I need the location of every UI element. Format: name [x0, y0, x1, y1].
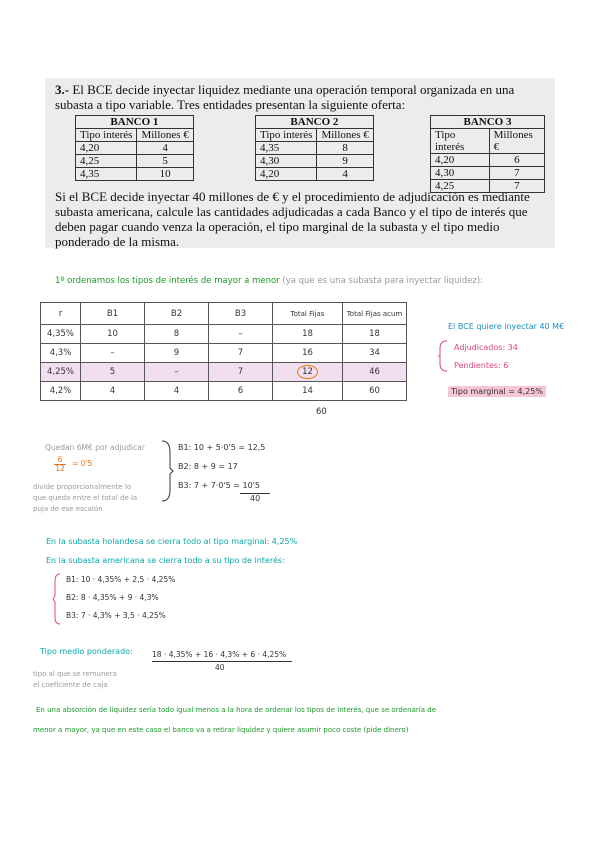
rate-cell: 4,20: [431, 154, 490, 167]
table-header: Total Fijas: [273, 303, 343, 325]
fraction-bar: [152, 661, 292, 662]
table-cell: –: [81, 344, 145, 363]
table-header: r: [41, 303, 81, 325]
col-header: Millones €: [137, 129, 193, 142]
divide-note-line: puja de ese escalón: [33, 505, 103, 513]
table-cell: 7: [209, 344, 273, 363]
american-b1: B1: 10 · 4,35% + 2,5 · 4,25%: [66, 575, 176, 584]
table-cell: –: [209, 325, 273, 344]
amount-cell: 4: [137, 142, 193, 155]
remaining-note: Quedan 6M€ por adjudicar: [45, 443, 145, 452]
table-cell: 14: [273, 382, 343, 401]
amount-cell: 10: [137, 168, 193, 181]
table-row: [41, 325, 407, 344]
marginal-rate-note: [448, 387, 546, 396]
reserve-note: [33, 669, 117, 691]
rate-cell: 4,35: [256, 142, 317, 155]
table-cell: 4,2%: [41, 382, 81, 401]
divide-note-line: que queda entre el total de la: [33, 494, 138, 502]
bank-1-table: [75, 115, 194, 181]
marginal-rate-highlight: Tipo marginal = 4,25%: [448, 386, 546, 397]
amount-cell: 8: [317, 142, 373, 155]
weighted-rate-label: Tipo medio ponderado:: [40, 647, 133, 656]
step-1-note: [55, 276, 483, 286]
brace-icon: [437, 340, 449, 372]
col-header: Millones €: [317, 129, 373, 142]
banks-tables: [55, 115, 545, 192]
bank-name: BANCO 2: [256, 116, 374, 129]
amount-cell: 4: [317, 168, 373, 181]
brace-icon: [160, 440, 174, 502]
fraction-numerator: 6: [57, 455, 63, 464]
adjudicated-note: Adjudicados: 34: [454, 343, 518, 352]
amount-cell: 7: [489, 167, 544, 180]
dutch-auction-note: En la subasta holandesa se cierra todo al tipo marginal: 4,25%: [46, 537, 298, 546]
b2-allocation: B2: 8 + 9 = 17: [178, 462, 238, 471]
table-cell: 18: [273, 325, 343, 344]
american-auction-note: En la subasta americana se cierra todo a su tipo de interés:: [46, 556, 285, 565]
amount-cell: 6: [489, 154, 544, 167]
amount-cell: 7: [489, 180, 544, 193]
table-cell: 46: [343, 363, 407, 382]
rate-cell: 4,25: [431, 180, 490, 193]
col-header: Tipo interés: [76, 129, 137, 142]
table-cell: [273, 363, 343, 382]
weighted-rate-formula: 18 · 4,35% + 16 · 4,3% + 6 · 4,25%: [152, 650, 287, 659]
table-cell: 6: [209, 382, 273, 401]
table-cell: 18: [343, 325, 407, 344]
exercise-number: 3.-: [55, 82, 70, 97]
table-header: B1: [81, 303, 145, 325]
table-cell: 8: [145, 325, 209, 344]
rate-cell: 4,30: [431, 167, 490, 180]
divide-note: [33, 482, 137, 515]
table-cell: 4,3%: [41, 344, 81, 363]
b1-allocation: B1: 10 + 5·0'5 = 12,5: [178, 443, 266, 452]
fraction: [54, 456, 66, 473]
step-1-text: 1º ordenamos los tipos de interés de mayor a menor: [55, 276, 280, 286]
reserve-note-line: tipo al que se remunera: [33, 670, 117, 678]
fraction-denominator: 12: [55, 464, 65, 473]
absorption-note-line-2: menor a mayor, ya que en este caso el banco va a retirar liquidez y quiere asumir poco coste (pide dinero): [33, 726, 409, 734]
american-b3: B3: 7 · 4,3% + 3,5 · 4,25%: [66, 611, 166, 620]
table-cell: –: [145, 363, 209, 382]
rate-cell: 4,20: [76, 142, 137, 155]
divide-note-line: divide proporcionalmente lo: [33, 483, 132, 491]
bank-3-table: [430, 115, 545, 193]
b3-allocation: B3: 7 + 7·0'5 = 10'5: [178, 481, 260, 490]
sum-total: 40: [250, 494, 261, 503]
rate-cell: 4,25: [76, 155, 137, 168]
exercise-title: El BCE decide inyectar liquidez mediante una operación temporal organizada en una subasta a tipo variable. Tres entidades presentan la siguiente oferta:: [55, 82, 515, 112]
bank-2-table: [255, 115, 374, 181]
circled-value: 12: [297, 365, 318, 379]
table-cell: 60: [343, 382, 407, 401]
rate-cell: 4,35: [76, 168, 137, 181]
absorption-note-line-1: En una absorción de liquidez sería todo igual menos a la hora de ordenar los tipos de interés, que se ordenaría de: [36, 706, 436, 714]
exercise-statement: [55, 82, 545, 112]
table-cell: 4,25%: [41, 363, 81, 382]
table-cell: 16: [273, 344, 343, 363]
exercise-block: [45, 78, 555, 248]
american-b2: B2: 8 · 4,35% + 9 · 4,3%: [66, 593, 159, 602]
amount-cell: 9: [317, 155, 373, 168]
table-row: [41, 344, 407, 363]
table-total: 60: [316, 407, 327, 417]
table-cell: 4,35%: [41, 325, 81, 344]
col-header: Millones €: [489, 129, 544, 154]
table-header: B2: [145, 303, 209, 325]
table-cell: 7: [209, 363, 273, 382]
table-cell: 34: [343, 344, 407, 363]
table-cell: 4: [145, 382, 209, 401]
weighted-rate-denominator: 40: [215, 663, 225, 672]
bce-wants-note: El BCE quiere inyectar 40 M€: [448, 322, 565, 331]
col-header: Tipo interés: [431, 129, 490, 154]
exercise-body: Si el BCE decide inyectar 40 millones de € y el procedimiento de adjudicación es mediante subasta americana, calcule las cantidades adjudicadas a cada Banco y el tipo de interés que deben pagar cuando venza la operación, el tipo marginal de la subasta y el tipo medio ponderado de la misma.: [55, 189, 530, 249]
brace-icon: [52, 573, 62, 625]
table-cell: 5: [81, 363, 145, 382]
table-cell: 9: [145, 344, 209, 363]
bank-name: BANCO 1: [76, 116, 194, 129]
rate-cell: 4,30: [256, 155, 317, 168]
table-cell: 4: [81, 382, 145, 401]
table-row-marginal: [41, 363, 407, 382]
table-cell: 10: [81, 325, 145, 344]
fraction-result: = 0'5: [72, 459, 93, 468]
bank-name: BANCO 3: [431, 116, 545, 129]
step-1-aside: (ya que es una subasta para inyectar liquidez):: [282, 276, 484, 286]
table-header: B3: [209, 303, 273, 325]
pending-note: Pendientes: 6: [454, 361, 509, 370]
table-row: [41, 382, 407, 401]
rate-cell: 4,20: [256, 168, 317, 181]
ordered-rates-table: [40, 302, 407, 401]
reserve-note-line: el coeficiente de caja: [33, 681, 108, 689]
table-header: Total Fijas acum: [343, 303, 407, 325]
col-header: Tipo interés: [256, 129, 317, 142]
amount-cell: 5: [137, 155, 193, 168]
